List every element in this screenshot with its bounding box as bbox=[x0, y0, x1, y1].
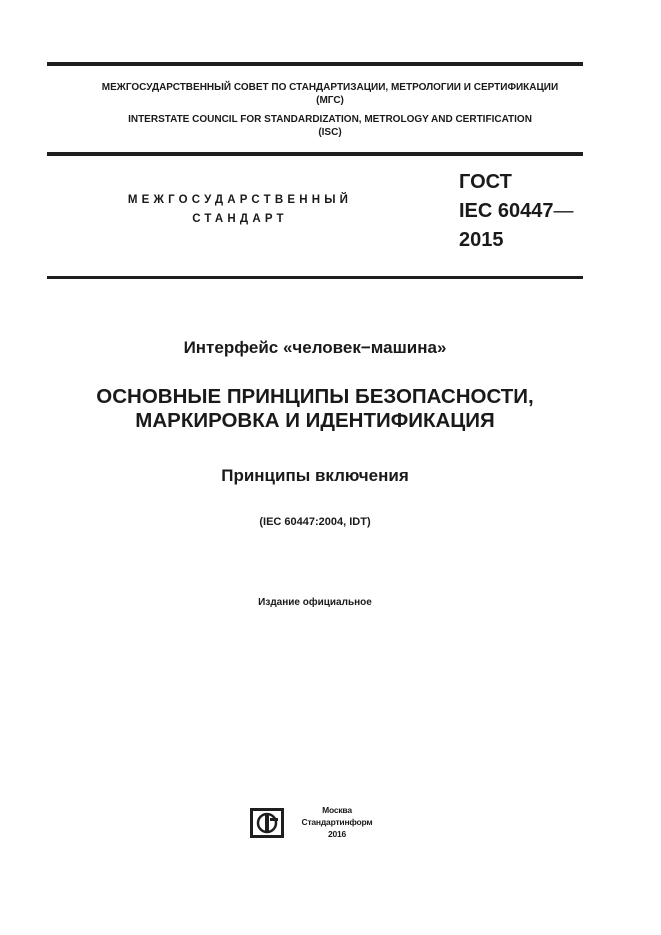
edition-note: Издание официальное bbox=[258, 597, 372, 608]
publisher-year: 2016 bbox=[327, 829, 347, 839]
header-rule bbox=[47, 152, 583, 156]
council-name-en: INTERSTATE COUNCIL FOR STANDARDIZATION, METROLOGY AND CERTIFICATION bbox=[128, 114, 532, 125]
council-abbr-en: (ISC) bbox=[318, 127, 342, 138]
standard-label-line1: МЕЖГОСУДАРСТВЕННЫЙ bbox=[127, 194, 353, 206]
standard-label-line2: СТАНДАРТ bbox=[192, 213, 288, 225]
gost-designation-line1: ГОСТ bbox=[459, 171, 512, 193]
main-title-line2: МАРКИРОВКА И ИДЕНТИФИКАЦИЯ bbox=[135, 409, 495, 432]
top-rule bbox=[47, 62, 583, 66]
standard-rule bbox=[47, 276, 583, 279]
publisher-city: Москва bbox=[322, 805, 352, 815]
publisher-name: Стандартинформ bbox=[301, 817, 373, 827]
standartinform-logo-icon bbox=[250, 808, 284, 838]
gost-dash: — bbox=[553, 200, 574, 222]
council-abbr-ru: (МГС) bbox=[316, 95, 344, 106]
iec-reference: (IEC 60447:2004, IDT) bbox=[259, 516, 371, 528]
gost-designation-line2 bbox=[459, 197, 574, 226]
gost-number: IEC 60447 bbox=[459, 200, 554, 222]
gost-designation-year: 2015 bbox=[459, 229, 504, 251]
publisher-block bbox=[292, 804, 382, 840]
title-prefix: Интерфейс «человек−машина» bbox=[183, 338, 447, 357]
main-title-line1: ОСНОВНЫЕ ПРИНЦИПЫ БЕЗОПАСНОСТИ, bbox=[96, 385, 534, 408]
council-name-ru: МЕЖГОСУДАРСТВЕННЫЙ СОВЕТ ПО СТАНДАРТИЗАЦИИ, МЕТРОЛОГИИ И СЕРТИФИКАЦИИ bbox=[101, 82, 559, 93]
subtitle: Принципы включения bbox=[221, 466, 409, 485]
main-title bbox=[0, 385, 630, 433]
